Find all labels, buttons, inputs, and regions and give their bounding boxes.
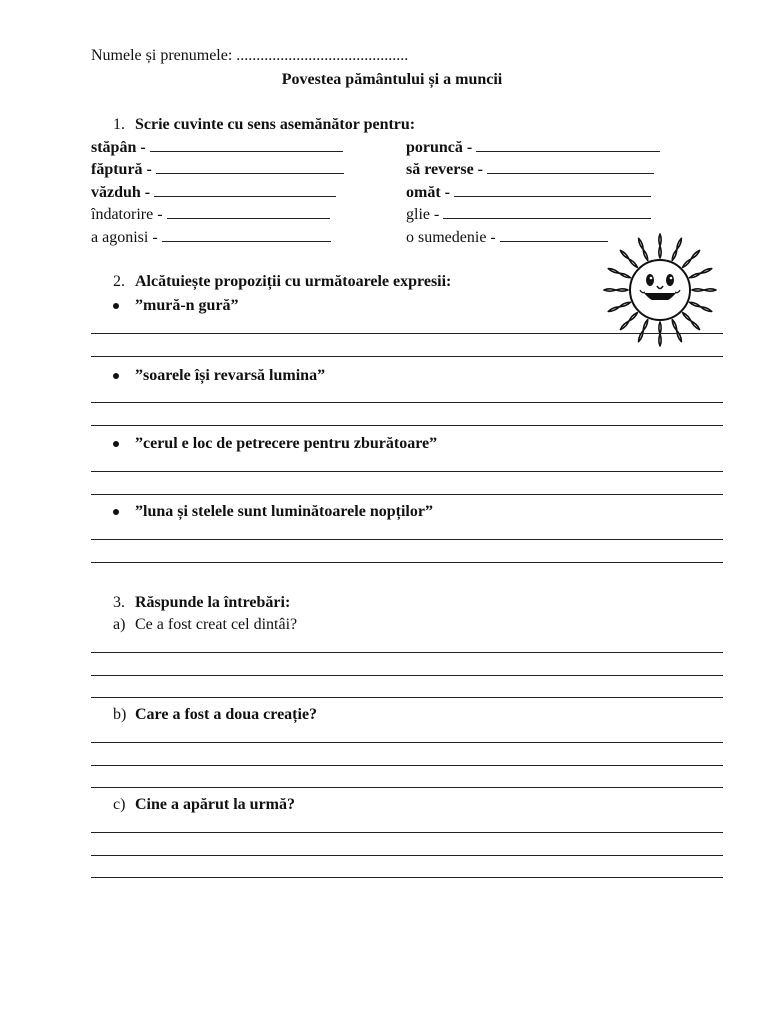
answer-line[interactable] [91,675,723,676]
answer-line[interactable] [91,402,723,403]
answer-line[interactable] [91,425,723,426]
ex3-number: 3. [113,594,125,611]
synonym-right-5: o sumedenie - [406,227,608,248]
question-a-letter: a) [113,616,126,633]
synonym-left-2: făptură - [91,159,344,180]
expression-3: ”cerul e loc de petrecere pentru zburătoare” [135,435,438,452]
answer-line[interactable] [91,333,723,334]
synonym-left-5: a agonisi - [91,227,331,248]
answer-line[interactable] [91,562,723,563]
name-field [91,46,408,66]
expression-1: ”mură-n gură” [135,297,239,314]
synonym-right-1: poruncă - [406,137,660,158]
question-b-letter: b) [113,706,127,723]
answer-line[interactable] [91,877,723,878]
expression-4: ”luna și stelele sunt luminătoarele nopților” [135,503,433,520]
page-title: Povestea pământului și a muncii [281,71,503,88]
answer-line[interactable] [91,652,723,653]
synonym-right-2: să reverse - [406,159,654,180]
synonym-right-4: glie - [406,204,651,225]
ex2-number: 2. [113,273,125,290]
answer-line[interactable] [91,765,723,766]
answer-line[interactable] [91,356,723,357]
synonym-left-1: stăpân - [91,137,343,158]
name-dots: ........................................... [236,47,409,64]
ex1-prompt: Scrie cuvinte cu sens asemănător pentru: [135,116,416,133]
question-b: Care a fost a doua creație? [135,706,318,723]
synonym-left-4: îndatorire - [91,204,330,225]
name-label: Numele și prenumele: [91,47,233,64]
ex1-number: 1. [113,116,125,133]
bullet [113,441,119,447]
ex3-prompt: Răspunde la întrebări: [135,594,291,611]
answer-line[interactable] [91,855,723,856]
question-c-letter: c) [113,796,126,813]
answer-line[interactable] [91,742,723,743]
expression-2: ”soarele își revarsă lumina” [135,367,326,384]
ex2-prompt: Alcătuiește propoziții cu următoarele expresii: [135,273,452,290]
answer-line[interactable] [91,471,723,472]
question-a: Ce a fost creat cel dintâi? [135,616,298,633]
synonym-right-3: omăt - [406,182,651,203]
answer-line[interactable] [91,787,723,788]
answer-line[interactable] [91,494,723,495]
bullet [113,303,119,309]
bullet [113,373,119,379]
synonym-left-3: văzduh - [91,182,336,203]
question-c: Cine a apărut la urmă? [135,796,295,813]
answer-line[interactable] [91,539,723,540]
bullet [113,509,119,515]
answer-line[interactable] [91,832,723,833]
answer-line[interactable] [91,697,723,698]
